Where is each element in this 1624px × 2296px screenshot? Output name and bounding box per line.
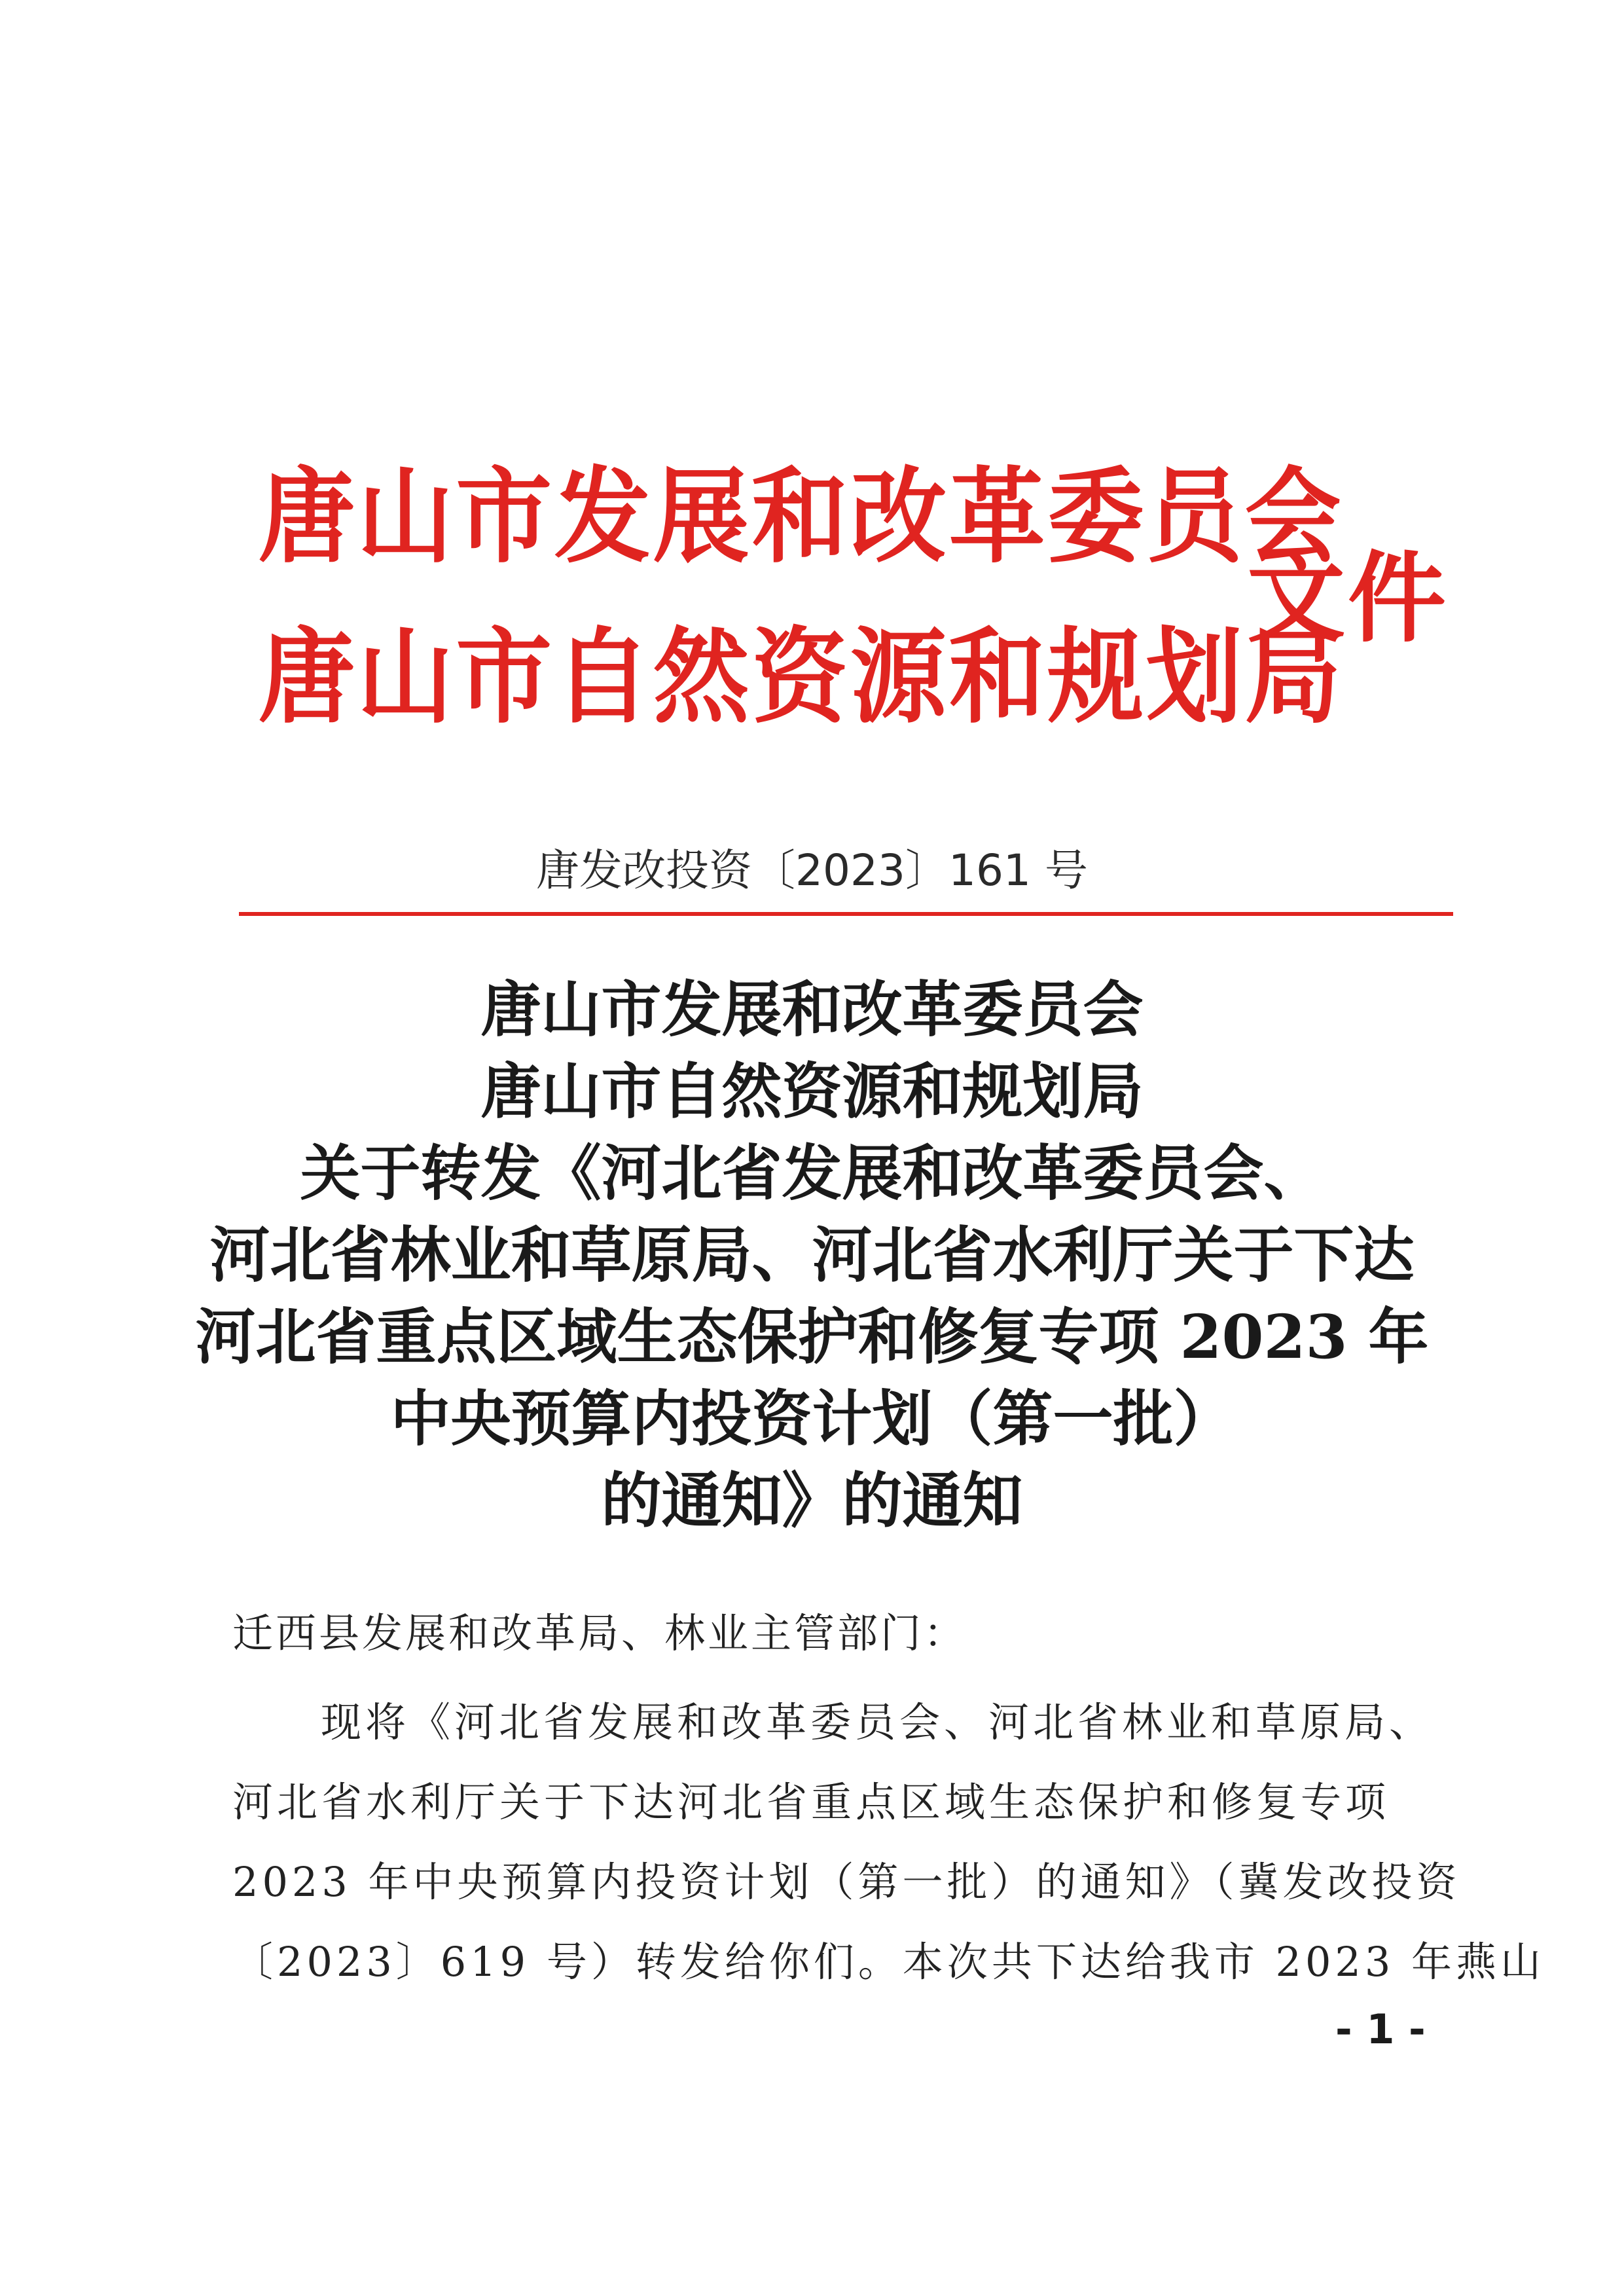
body-line: 2023 年中央预算内投资计划（第一批）的通知》（冀发改投资	[232, 1858, 1461, 1906]
title-line: 唐山市发展和改革委员会	[480, 974, 1144, 1045]
body-line: 〔2023〕619 号）转发给你们。本次共下达给我市 2023 年燕山	[232, 1938, 1545, 1986]
body-paragraph	[232, 1683, 1545, 2002]
title-line: 中央预算内投资计划（第一批）	[390, 1383, 1234, 1454]
issuer-suffix: 文件	[1247, 542, 1449, 656]
issuer-name-2: 唐山市自然资源和规划局	[259, 617, 1344, 738]
title-line: 河北省重点区域生态保护和修复专项 2023 年	[195, 1302, 1429, 1372]
document-title	[0, 969, 1624, 1542]
title-line: 关于转发《河北省发展和改革委员会、	[300, 1138, 1324, 1209]
body-line: 河北省水利厅关于下达河北省重点区域生态保护和修复专项	[232, 1778, 1390, 1826]
salutation: 迁西县发展和改革局、林业主管部门：	[232, 1609, 967, 1657]
title-line: 河北省林业和草原局、河北省水利厅关于下达	[209, 1220, 1415, 1290]
body-line: 现将《河北省发展和改革委员会、河北省林业和草原局、	[321, 1698, 1434, 1746]
page-number: - 1 -	[1335, 2005, 1426, 2053]
issuer-name-1: 唐山市发展和改革委员会	[259, 457, 1344, 577]
title-line: 唐山市自然资源和规划局	[480, 1056, 1144, 1127]
issuer-header	[0, 432, 1624, 746]
title-line: 的通知》的通知	[601, 1465, 1023, 1536]
red-separator-line	[239, 912, 1453, 916]
document-number: 唐发改投资〔2023〕161 号	[536, 845, 1088, 896]
